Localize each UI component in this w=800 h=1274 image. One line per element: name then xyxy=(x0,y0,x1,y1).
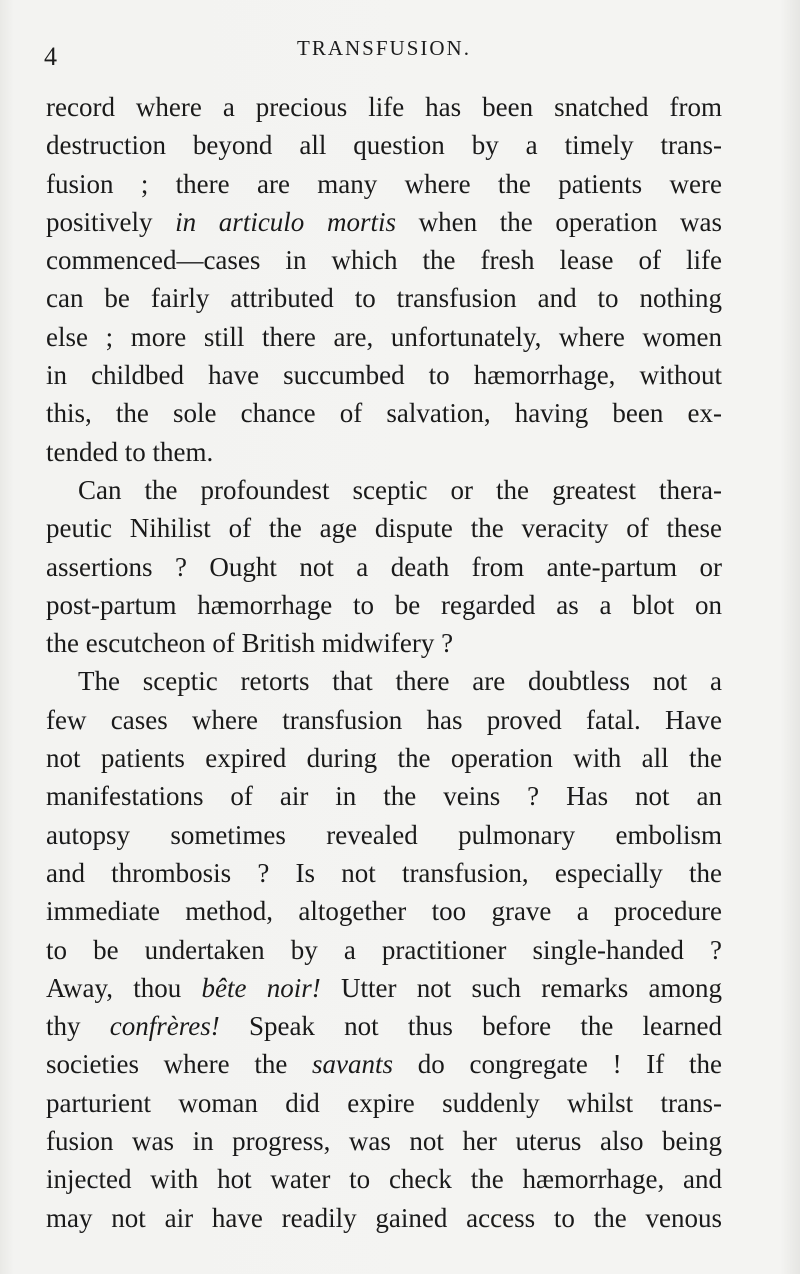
text-line xyxy=(46,816,722,854)
text-segment: assertions ? Ought not a death from ante-partum or xyxy=(46,551,722,582)
text-line xyxy=(46,1160,722,1198)
text-segment: peutic Nihilist of the age dispute the veracity of these xyxy=(46,513,722,544)
text-line xyxy=(46,126,722,164)
text-segment: destruction beyond all question by a timely trans- xyxy=(46,130,722,161)
text-line xyxy=(46,356,722,394)
text-segment: tended to them. xyxy=(46,436,214,467)
text-line xyxy=(46,1007,722,1045)
text-segment: Utter not such remarks among xyxy=(320,972,722,1003)
text-segment: may not air have readily gained access to the venous xyxy=(46,1202,722,1233)
body-text xyxy=(46,88,722,1237)
italic-phrase: savants xyxy=(312,1049,394,1080)
text-line xyxy=(46,854,722,892)
text-line xyxy=(46,241,722,279)
text-line xyxy=(46,969,722,1007)
text-segment: thy xyxy=(46,1011,110,1042)
text-line xyxy=(46,433,722,471)
text-line xyxy=(46,165,722,203)
text-segment: Can the profoundest sceptic or the greatest thera- xyxy=(78,474,722,505)
running-title: TRANSFUSION. xyxy=(297,36,471,60)
text-line xyxy=(46,931,722,969)
italic-phrase: bête noir! xyxy=(201,972,321,1003)
text-segment: post-partum hæmorrhage to be regarded as a blot on xyxy=(46,589,722,620)
text-segment: the escutcheon of British midwifery ? xyxy=(46,628,454,659)
text-line xyxy=(46,586,722,624)
text-segment: immediate method, altogether too grave a procedure xyxy=(46,896,722,927)
text-segment: record where a precious life has been snatched from xyxy=(46,92,722,122)
text-line xyxy=(46,892,722,930)
italic-phrase: in articulo mortis xyxy=(175,206,396,237)
text-line xyxy=(46,279,722,317)
text-line xyxy=(46,318,722,356)
text-line xyxy=(46,1122,722,1160)
text-line xyxy=(46,1045,722,1083)
text-line xyxy=(46,548,722,586)
text-segment: can be fairly attributed to transfusion and to nothing xyxy=(46,283,722,314)
running-head xyxy=(44,36,724,71)
text-line xyxy=(46,701,722,739)
text-segment: and thrombosis ? Is not transfusion, especially the xyxy=(46,857,722,888)
text-segment: The sceptic retorts that there are doubtless not a xyxy=(78,666,722,697)
text-line xyxy=(46,394,722,432)
text-segment: else ; more still there are, unfortunately, where women xyxy=(46,321,722,352)
page-number: 4 xyxy=(44,42,57,71)
text-segment: Away, thou xyxy=(46,972,202,1003)
text-segment: do congregate ! If the xyxy=(393,1049,722,1080)
text-segment: Speak not thus before the learned xyxy=(219,1011,722,1042)
text-line xyxy=(46,509,722,547)
text-segment: few cases where transfusion has proved fatal. Have xyxy=(46,704,722,735)
text-segment: societies where the xyxy=(46,1049,313,1080)
text-segment: in childbed have succumbed to hæmorrhage, without xyxy=(46,360,722,391)
text-segment: autopsy sometimes revealed pulmonary embolism xyxy=(46,819,722,850)
text-segment: fusion was in progress, was not her uterus also being xyxy=(46,1126,722,1157)
text-segment: not patients expired during the operation with all the xyxy=(46,743,722,774)
text-segment: fusion ; there are many where the patients were xyxy=(46,168,722,199)
text-line xyxy=(46,777,722,815)
text-line xyxy=(46,662,722,700)
text-line xyxy=(46,739,722,777)
text-segment: injected with hot water to check the hæmorrhage, and xyxy=(46,1164,722,1195)
text-segment: positively xyxy=(46,206,176,237)
text-segment: to be undertaken by a practitioner single-handed ? xyxy=(46,934,722,965)
text-line xyxy=(46,471,722,509)
text-line xyxy=(46,88,722,126)
text-line xyxy=(46,203,722,241)
text-line xyxy=(46,1084,722,1122)
text-segment: manifestations of air in the veins ? Has not an xyxy=(46,781,722,812)
text-line xyxy=(46,624,722,662)
text-segment: this, the sole chance of salvation, having been ex- xyxy=(46,398,722,429)
text-segment: parturient woman did expire suddenly whilst trans- xyxy=(46,1087,722,1118)
text-segment: when the operation was xyxy=(395,206,722,237)
text-line xyxy=(46,1199,722,1237)
text-segment: commenced—cases in which the fresh lease of life xyxy=(46,245,722,276)
italic-phrase: confrères! xyxy=(109,1011,220,1042)
